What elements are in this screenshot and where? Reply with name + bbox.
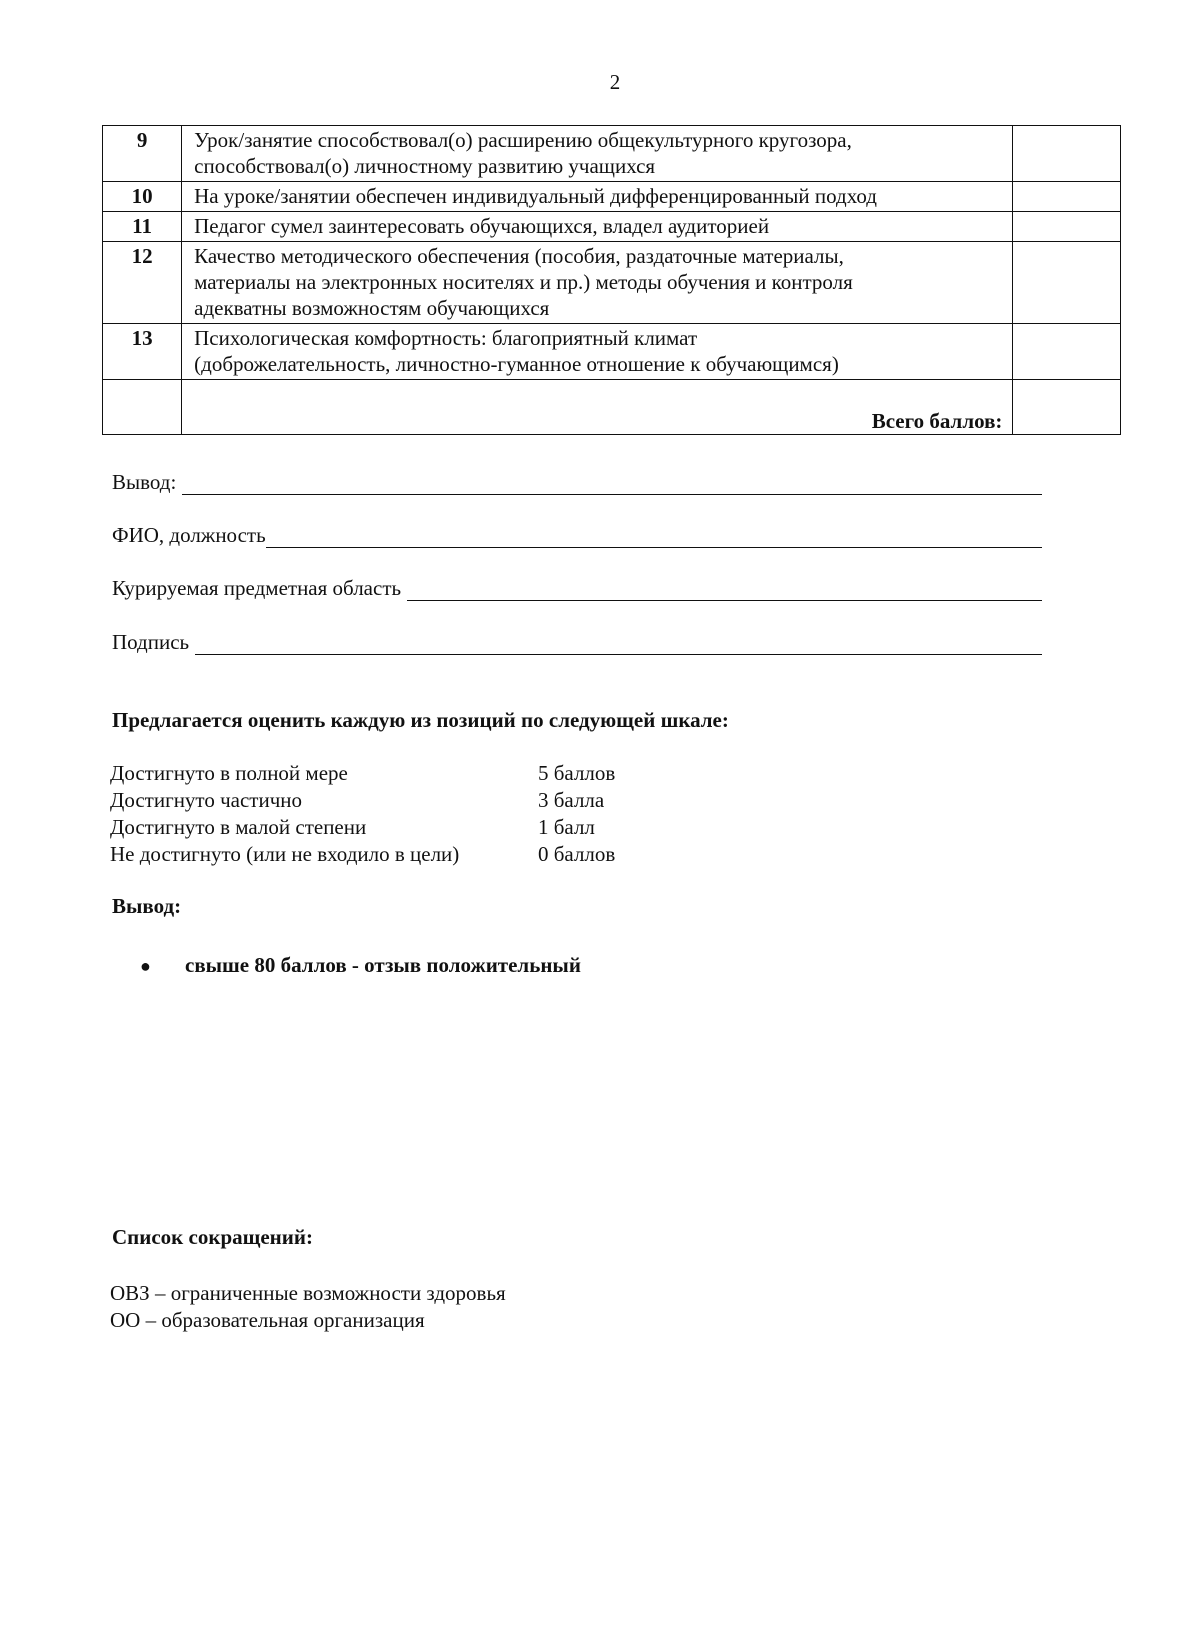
scale-value: 5 баллов [538, 761, 616, 785]
criterion-line: (доброжелательность, личностно-гуманное отношение к обучающимся) [194, 352, 839, 376]
score-cell[interactable] [1013, 126, 1121, 182]
score-cell[interactable] [1013, 324, 1121, 380]
scale-heading: Предлагается оценить каждую из позиций по следующей шкале: [112, 708, 729, 732]
scale-row [110, 760, 615, 787]
table-row [103, 182, 1121, 212]
scale-label: Не достигнуто (или не входило в цели) [110, 842, 460, 866]
subject-area-label: Курируемая предметная область [112, 576, 402, 600]
criterion-line: Психологическая комфортность: благоприятный климат [194, 326, 698, 350]
row-criterion [182, 212, 1013, 242]
scale-row [110, 841, 615, 868]
criterion-line: Урок/занятие способствовал(о) расширению общекультурного кругозора, [194, 128, 852, 152]
name-position-blank[interactable] [266, 525, 1042, 548]
name-position-field [112, 523, 1042, 548]
row-number: 10 [103, 182, 182, 212]
total-row [103, 380, 1121, 435]
row-number: 11 [103, 212, 182, 242]
subject-area-blank[interactable] [407, 578, 1042, 601]
total-label: Всего баллов: [182, 380, 1013, 435]
row-criterion [182, 324, 1013, 380]
row-criterion [182, 182, 1013, 212]
row-criterion [182, 126, 1013, 182]
bullet-item: свыше 80 баллов - отзыв положительный [185, 953, 581, 977]
conclusion-heading: Вывод: [112, 894, 182, 918]
criterion-line: Педагог сумел заинтересовать обучающихся, владел аудиторией [194, 214, 770, 238]
scale-value: 1 балл [538, 815, 595, 839]
abbreviations-heading: Список сокращений: [112, 1225, 313, 1249]
scale-table [110, 760, 615, 868]
scale-label: Достигнуто частично [110, 788, 303, 812]
signature-blank[interactable] [195, 632, 1042, 655]
scale-label: Достигнуто в полной мере [110, 761, 348, 785]
conclusion-bullet-list [140, 953, 581, 978]
table-row [103, 212, 1121, 242]
total-number-cell [103, 380, 182, 435]
table-row [103, 126, 1121, 182]
table-row [103, 324, 1121, 380]
score-cell[interactable] [1013, 182, 1121, 212]
criterion-line: способствовал(о) личностному развитию учащихся [194, 154, 656, 178]
conclusion-label: Вывод: [112, 470, 177, 494]
bullet-icon: ● [140, 956, 151, 976]
criteria-table [102, 125, 1121, 435]
conclusion-field [112, 470, 1042, 495]
scale-row [110, 787, 615, 814]
abbreviation-item: ОВЗ – ограниченные возможности здоровья [110, 1281, 506, 1305]
criterion-line: адекватны возможностям обучающихся [194, 296, 550, 320]
name-position-label: ФИО, должность [112, 523, 266, 547]
abbreviation-item: ОО – образовательная организация [110, 1308, 425, 1332]
scale-label: Достигнуто в малой степени [110, 815, 367, 839]
row-number: 13 [103, 324, 182, 380]
scale-value: 3 балла [538, 788, 605, 812]
subject-area-field [112, 576, 1042, 601]
scale-value: 0 баллов [538, 842, 616, 866]
page-number: 2 [609, 70, 621, 94]
row-criterion [182, 242, 1013, 324]
row-number: 9 [103, 126, 182, 182]
criterion-line: материалы на электронных носителях и пр.) методы обучения и контроля [194, 270, 853, 294]
score-cell[interactable] [1013, 242, 1121, 324]
score-cell[interactable] [1013, 212, 1121, 242]
scale-row [110, 814, 615, 841]
signature-label: Подпись [112, 630, 190, 654]
table-row [103, 242, 1121, 324]
row-number: 12 [103, 242, 182, 324]
criterion-line: Качество методического обеспечения (пособия, раздаточные материалы, [194, 244, 844, 268]
signature-field [112, 630, 1042, 655]
conclusion-blank[interactable] [182, 472, 1042, 495]
criterion-line: На уроке/занятии обеспечен индивидуальный дифференцированный подход [194, 184, 877, 208]
total-score-cell[interactable] [1013, 380, 1121, 435]
